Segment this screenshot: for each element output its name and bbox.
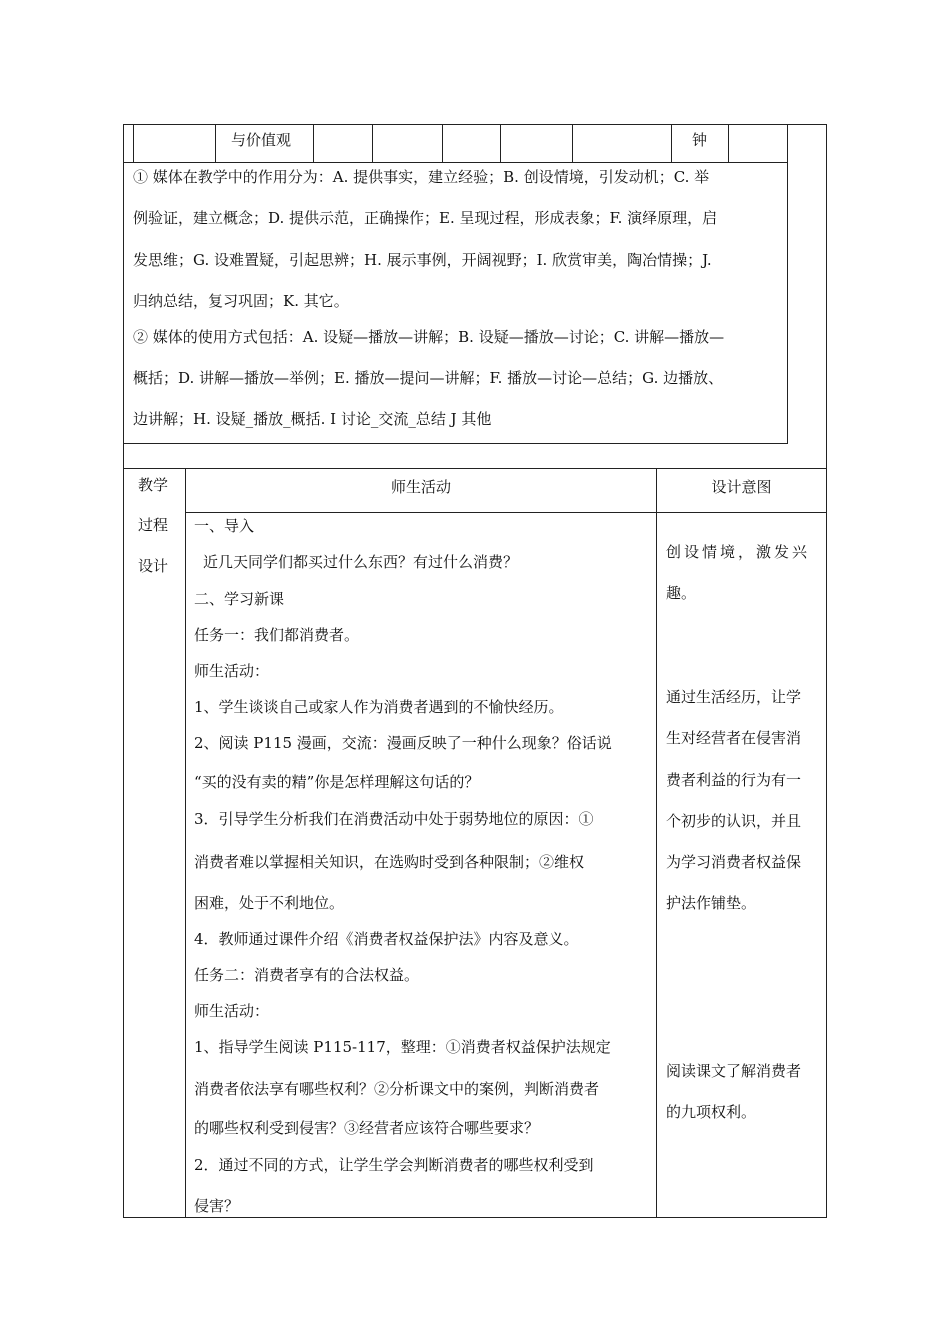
- activity-line: 任务一：我们都消费者。: [194, 626, 360, 644]
- top-row-bottom-line: [123, 162, 788, 163]
- process-col-divider-2: [656, 468, 657, 1218]
- table-border-bottom: [123, 1217, 827, 1218]
- media-line: 概括；D. 讲解—播放—举例；E. 播放—提问—讲解；F. 播放—讨论—总结；G. 边播放、: [133, 369, 724, 387]
- top-row-divider: [787, 124, 788, 444]
- activity-line: 二、学习新课: [194, 590, 285, 608]
- activity-line: 困难，处于不利地位。: [194, 894, 345, 912]
- activity-line: 4．教师通过课件介绍《消费者权益保护法》内容及意义。: [194, 930, 579, 948]
- top-row-divider: [133, 124, 134, 162]
- media-line: 发思维；G. 设难置疑，引起思辨；H. 展示事例，开阔视野；I. 欣赏审美，陶冶情操；J.: [133, 251, 712, 269]
- values-cell: 与价值观: [231, 131, 292, 149]
- row-label: 教学: [138, 476, 169, 494]
- activity-line: 师生活动：: [194, 662, 270, 680]
- activity-line: “买的没有卖的精”你是怎样理解这句话的？: [194, 773, 480, 791]
- activity-line: 1、学生谈谈自己或家人作为消费者遇到的不愉快经历。: [194, 698, 564, 716]
- activity-line: 侵害？: [194, 1197, 240, 1215]
- intent-line: 阅读课文了解消费者: [666, 1062, 802, 1080]
- intent-line: 通过生活经历，让学: [666, 688, 802, 706]
- activity-line: 消费者依法享有哪些权利？②分析课文中的案例，判断消费者: [194, 1080, 600, 1098]
- intent-line: 护法作铺垫。: [666, 894, 757, 912]
- row-label: 过程: [138, 516, 169, 534]
- media-line: 归纳总结，复习巩固；K. 其它。: [133, 292, 349, 310]
- top-row-divider: [572, 124, 573, 162]
- top-row-divider: [372, 124, 373, 162]
- intent-line: 为学习消费者权益保: [666, 853, 802, 871]
- intent-line: 费者利益的行为有一: [666, 771, 802, 789]
- activity-line: 任务二：消费者享有的合法权益。: [194, 966, 420, 984]
- header-intent: 设计意图: [711, 478, 772, 496]
- activity-line: 1、指导学生阅读 P115-117，整理：①消费者权益保护法规定: [194, 1038, 611, 1056]
- top-row-divider: [500, 124, 501, 162]
- intent-line: 生对经营者在侵害消: [666, 729, 802, 747]
- top-row-divider: [442, 124, 443, 162]
- process-header-bottom-line: [185, 512, 827, 513]
- table-border-left: [123, 124, 124, 1218]
- row-label: 设计: [138, 557, 169, 575]
- activity-line: 的哪些权利受到侵害？③经营者应该符合哪些要求？: [194, 1119, 540, 1137]
- process-table-top-line: [123, 468, 827, 469]
- media-section-bottom-line: [123, 443, 788, 444]
- intent-line: 趣。: [666, 584, 697, 602]
- media-line: 边讲解；H. 设疑_播放_概括. I 讨论_交流_总结 J 其他: [133, 410, 492, 428]
- activity-line: 一、导入: [194, 517, 255, 535]
- top-row-divider: [313, 124, 314, 162]
- table-border-top: [123, 124, 827, 125]
- activity-line: 师生活动：: [194, 1002, 270, 1020]
- top-row-divider: [215, 124, 216, 162]
- media-line: ② 媒体的使用方式包括：A. 设疑—播放—讲解；B. 设疑—播放—讨论；C. 讲解—播放—: [133, 328, 725, 346]
- process-col-divider-1: [185, 468, 186, 1218]
- activity-line: 3．引导学生分析我们在消费活动中处于弱势地位的原因：①: [194, 810, 594, 828]
- media-line: ① 媒体在教学中的作用分为：A. 提供事实，建立经验；B. 创设情境，引发动机；C. 举: [133, 168, 710, 186]
- activity-line: 2、阅读 P115 漫画，交流：漫画反映了一种什么现象？俗话说: [194, 734, 612, 752]
- top-row-divider: [728, 124, 729, 162]
- media-line: 例验证，建立概念；D. 提供示范，正确操作；E. 呈现过程，形成表象；F. 演绎原理，启: [133, 209, 718, 227]
- activity-line: 消费者难以掌握相关知识，在选购时受到各种限制；②维权: [194, 853, 585, 871]
- intent-line: 个初步的认识，并且: [666, 812, 802, 830]
- activity-line: 近几天同学们都买过什么东西？有过什么消费？: [203, 553, 519, 571]
- activity-line: 2．通过不同的方式，让学生学会判断消费者的哪些权利受到: [194, 1156, 594, 1174]
- top-row-divider: [671, 124, 672, 162]
- intent-line: 创设情境，激发兴: [666, 543, 811, 561]
- time-cell: 钟: [692, 131, 708, 149]
- table-border-right: [826, 124, 827, 1218]
- header-activity: 师生活动: [390, 478, 451, 496]
- intent-line: 的九项权利。: [666, 1103, 757, 1121]
